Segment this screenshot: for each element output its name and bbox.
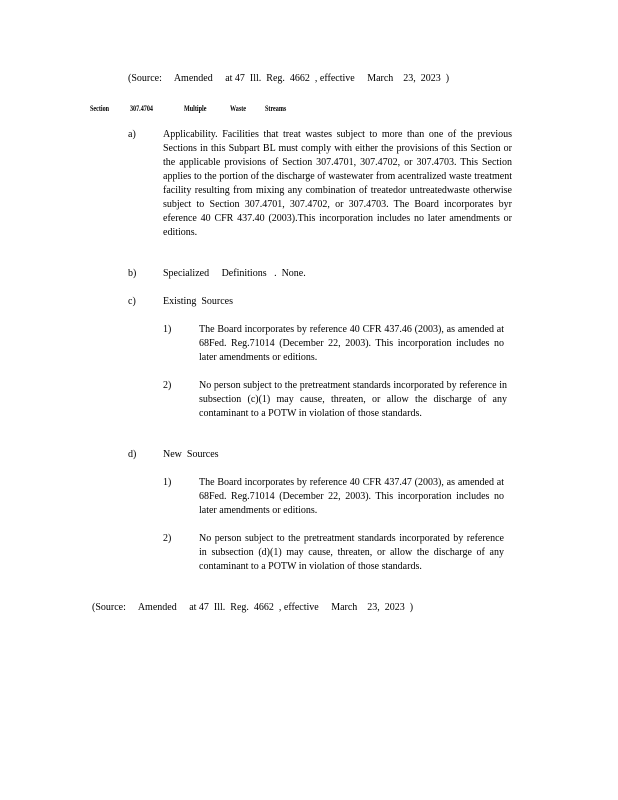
- section-title-word-2: Waste: [230, 103, 246, 113]
- item-c2-marker: 2): [163, 380, 172, 391]
- section-title-word-1: Multiple: [184, 103, 207, 113]
- item-c-heading: Existing Sources: [163, 296, 233, 307]
- item-d-heading: New Sources: [163, 449, 219, 460]
- item-c2-text: No person subject to the pretreatment standards incorporated by reference in subsection (c)(1) may cause, threaten, or allow the discharge of any contaminant to a POTW in violation of those standards.: [199, 380, 507, 419]
- item-c-marker: c): [128, 296, 136, 307]
- section-label: Section: [90, 103, 110, 113]
- item-a-text: Applicability. Facilities that treat wastes subject to more than one of the previous Sections in this Subpart BL must comply with either the provisions of this Section or the applicable provisions of Section 307.4701, 307.4702, or 307.4703. This Section applies to the portion of the discharge of wastewater from acentralized waste treatment facility resulting from mixing any combination of treatedor untreatedwaste otherwise subject to Section 307.4701, 307.4702, or 307.4703. The Board incorporates byr eference 40 CFR 437.40 (2003).This incorporation includes no later amendments or editions.: [163, 129, 512, 238]
- item-c1-text: The Board incorporates by reference 40 CFR 437.46 (2003), as amended at 68Fed. Reg.71014 (December 22, 2003). This incorporation includes no later amendments or editions.: [199, 324, 504, 363]
- item-b-text: Specialized Definitions . None.: [163, 268, 306, 279]
- item-d2-text: No person subject to the pretreatment standards incorporated by reference in subsection (d)(1) may cause, threaten, or allow the discharge of any contaminant to a POTW in violation of those standards.: [199, 533, 504, 572]
- section-title-word-3: Streams: [265, 103, 287, 113]
- section-number: 307.4704: [130, 103, 153, 113]
- item-d-marker: d): [128, 449, 137, 460]
- item-d1-text: The Board incorporates by reference 40 CFR 437.47 (2003), as amended at 68Fed. Reg.71014 (December 22, 2003). This incorporation includes no later amendments or editions.: [199, 477, 504, 516]
- item-d1-marker: 1): [163, 477, 172, 488]
- item-b-marker: b): [128, 268, 137, 279]
- item-a-marker: a): [128, 129, 136, 140]
- source-note-bottom: (Source: Amended at 47 Ill. Reg. 4662 , effective March 23, 2023 ): [92, 602, 414, 613]
- item-c1-marker: 1): [163, 324, 172, 335]
- source-note-top: (Source: Amended at 47 Ill. Reg. 4662 , effective March 23, 2023 ): [128, 73, 450, 84]
- item-d2-marker: 2): [163, 533, 172, 544]
